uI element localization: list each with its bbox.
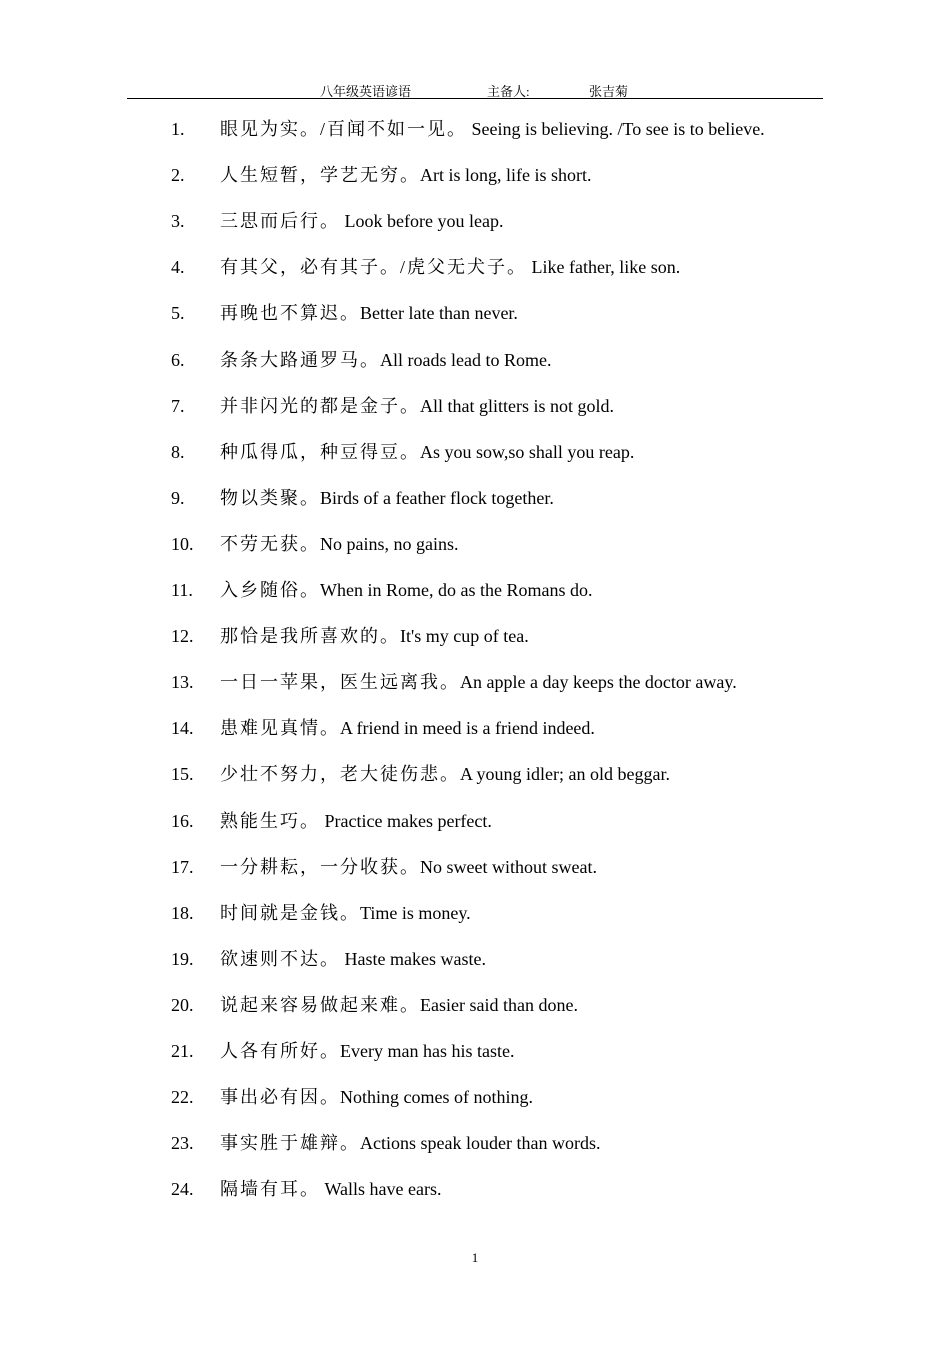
item-english: Look before you leap. [340, 211, 504, 232]
item-number: 21. [171, 1041, 194, 1061]
list-item [0, 1175, 950, 1203]
item-text [220, 945, 486, 973]
list-item [0, 161, 950, 189]
item-text [220, 1037, 514, 1065]
page-number: 1 [471, 1250, 479, 1265]
item-number: 18. [171, 902, 194, 923]
header-preparer-name: 张吉菊 [589, 84, 629, 99]
item-number: 2. [171, 165, 185, 186]
item-text [220, 576, 592, 604]
item-english: It's my cup of tea. [400, 626, 529, 647]
item-number: 6. [171, 349, 185, 370]
item-chinese: 种瓜得瓜，种豆得豆。 [220, 441, 420, 462]
item-number: 3. [171, 211, 185, 232]
item-chinese: 人生短暂，学艺无穷。 [220, 165, 420, 186]
item-text [220, 1175, 442, 1203]
item-english: An apple a day keeps the doctor away. [460, 672, 737, 693]
list-item [0, 668, 950, 696]
item-chinese: 欲速则不达。 [220, 948, 340, 969]
list-item [0, 299, 950, 327]
item-number: 20. [171, 994, 194, 1015]
list-item [0, 115, 950, 143]
item-chinese: 一日一苹果，医生远离我。 [220, 672, 460, 693]
item-english: Art is long, life is short. [420, 165, 592, 186]
item-english: A young idler; an old beggar. [460, 764, 670, 785]
item-number: 19. [171, 948, 194, 969]
item-number: 5. [171, 303, 185, 324]
item-english: Better late than never. [360, 303, 518, 324]
item-number: 7. [171, 395, 185, 416]
item-text [220, 899, 471, 927]
item-text [220, 622, 529, 650]
item-chinese: 再晚也不算迟。 [220, 303, 360, 324]
item-text [220, 438, 634, 466]
item-chinese: 一分耕耘，一分收获。 [220, 856, 420, 877]
item-text [220, 853, 597, 881]
item-number: 9. [171, 487, 185, 508]
item-number: 13. [171, 672, 194, 693]
list-item [0, 853, 950, 881]
item-text [220, 714, 595, 742]
item-text [220, 346, 551, 374]
item-english: Walls have ears. [320, 1179, 442, 1200]
item-chinese: 物以类聚。 [220, 487, 320, 508]
item-number: 17. [171, 856, 194, 877]
list-item [0, 714, 950, 742]
list-item [0, 899, 950, 927]
item-chinese: 人各有所好。 [220, 1041, 340, 1061]
list-item [0, 991, 950, 1019]
item-english: Time is money. [360, 902, 471, 923]
item-chinese: 入乡随俗。 [220, 580, 320, 600]
item-english: Nothing comes of nothing. [340, 1087, 533, 1108]
item-number: 10. [171, 533, 194, 554]
item-chinese: 熟能生巧。 [220, 810, 320, 831]
item-number: 12. [171, 626, 194, 647]
item-chinese: 隔墙有耳。 [220, 1179, 320, 1200]
item-number: 1. [171, 119, 185, 139]
item-english: As you sow,so shall you reap. [420, 441, 635, 462]
list-item [0, 438, 950, 466]
item-english: Every man has his taste. [340, 1041, 515, 1061]
item-number: 14. [171, 718, 194, 739]
item-text [220, 807, 492, 835]
item-chinese: 那恰是我所喜欢的。 [220, 626, 400, 647]
item-english: A friend in meed is a friend indeed. [340, 718, 595, 739]
item-text [220, 253, 680, 281]
item-english: No sweet without sweat. [420, 856, 597, 877]
list-item [0, 484, 950, 512]
list-item [0, 945, 950, 973]
list-item [0, 1129, 950, 1157]
item-chinese: 眼见为实。/百闻不如一见。 [220, 119, 467, 139]
item-text [220, 760, 670, 788]
list-item [0, 346, 950, 374]
item-english: Like father, like son. [527, 257, 681, 278]
item-chinese: 并非闪光的都是金子。 [220, 395, 420, 416]
item-number: 24. [171, 1179, 194, 1200]
list-item [0, 622, 950, 650]
item-text [220, 530, 459, 558]
item-text [220, 1129, 600, 1157]
item-chinese: 条条大路通罗马。 [220, 349, 380, 370]
item-english: Haste makes waste. [340, 948, 486, 969]
item-english: No pains, no gains. [320, 533, 459, 554]
item-english: When in Rome, do as the Romans do. [320, 580, 593, 600]
item-english: Seeing is believing. /To see is to believe. [467, 119, 765, 139]
item-chinese: 事出必有因。 [220, 1087, 340, 1108]
item-english: Easier said than done. [420, 994, 578, 1015]
item-chinese: 三思而后行。 [220, 211, 340, 232]
list-item [0, 253, 950, 281]
item-text [220, 115, 765, 143]
item-text [220, 299, 518, 327]
item-text [220, 392, 614, 420]
item-english: All roads lead to Rome. [380, 349, 552, 370]
item-english: Actions speak louder than words. [360, 1133, 601, 1154]
item-text [220, 991, 578, 1019]
page-header [127, 80, 823, 99]
item-text [220, 207, 503, 235]
item-text [220, 668, 737, 696]
item-number: 16. [171, 810, 194, 831]
item-chinese: 有其父，必有其子。/虎父无犬子。 [220, 257, 527, 278]
item-english: All that glitters is not gold. [420, 395, 614, 416]
item-number: 8. [171, 441, 185, 462]
item-chinese: 说起来容易做起来难。 [220, 994, 420, 1015]
list-item [0, 207, 950, 235]
item-text [220, 161, 592, 189]
item-number: 11. [171, 580, 193, 600]
item-chinese: 事实胜于雄辩。 [220, 1133, 360, 1154]
list-item [0, 1037, 950, 1065]
item-chinese: 时间就是金钱。 [220, 902, 360, 923]
list-item [0, 760, 950, 788]
item-number: 22. [171, 1087, 194, 1108]
item-number: 15. [171, 764, 194, 785]
item-chinese: 患难见真情。 [220, 718, 340, 739]
header-title: 八年级英语谚语 [320, 84, 412, 99]
list-item [0, 807, 950, 835]
item-number: 4. [171, 257, 185, 278]
list-item [0, 576, 950, 604]
list-item [0, 530, 950, 558]
item-english: Practice makes perfect. [320, 810, 492, 831]
list-item [0, 1083, 950, 1111]
item-chinese: 少壮不努力，老大徒伤悲。 [220, 764, 460, 785]
item-text [220, 1083, 533, 1111]
header-preparer-label: 主备人: [487, 84, 530, 99]
item-number: 23. [171, 1133, 194, 1154]
item-english: Birds of a feather flock together. [320, 487, 554, 508]
item-chinese: 不劳无获。 [220, 533, 320, 554]
item-text [220, 484, 554, 512]
list-item [0, 392, 950, 420]
